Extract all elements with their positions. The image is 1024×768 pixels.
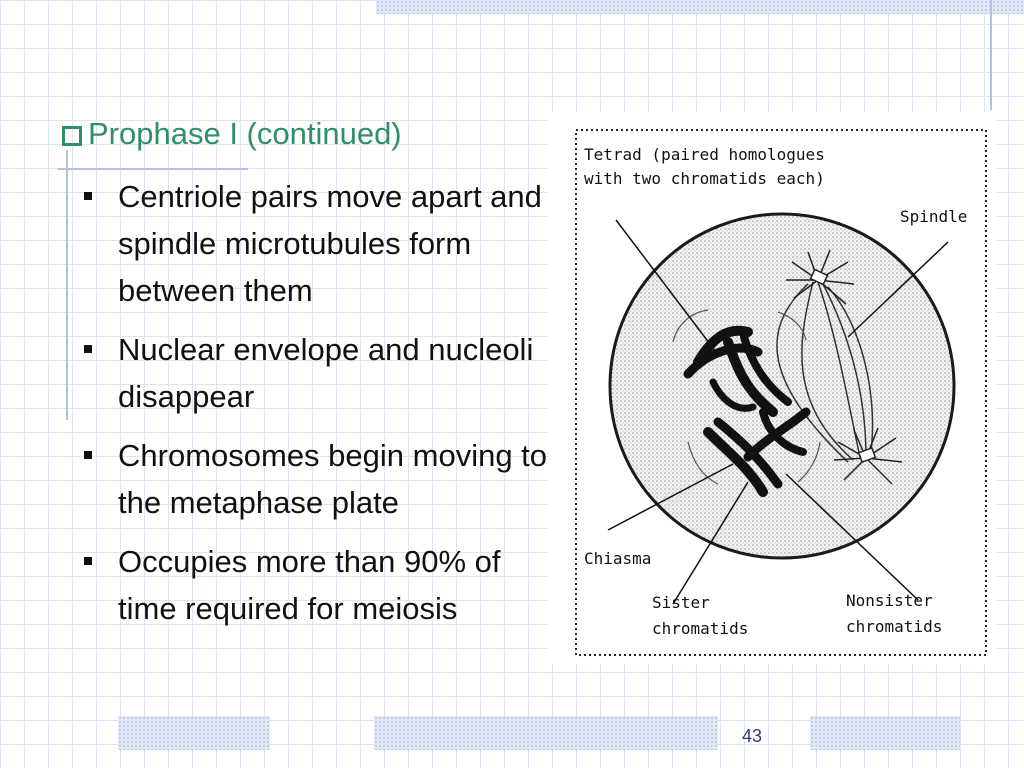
footer-band-right — [810, 716, 960, 750]
top-right-band — [376, 0, 1024, 14]
label-spindle: Spindle — [900, 207, 968, 226]
title-underline — [58, 168, 248, 170]
label-nonsister-line-1: Nonsister — [846, 591, 933, 610]
label-tetrad-line-2: with two chromatids each) — [584, 169, 825, 188]
square-bullet-icon — [84, 451, 92, 459]
checkbox-bullet-icon — [62, 126, 82, 146]
slide-title — [62, 116, 402, 152]
top-right-vertical-line — [990, 0, 992, 110]
bullet-item: Nuclear envelope and nucleoli disappear — [80, 326, 550, 420]
prophase-diagram — [548, 112, 996, 664]
label-nonsister-line-2: chromatids — [846, 617, 943, 636]
label-sister-line-2: chromatids — [652, 619, 749, 638]
bullet-item: Occupies more than 90% of time required for meiosis — [80, 538, 550, 632]
cell-outline — [610, 214, 954, 558]
bullet-item: Chromosomes begin moving to the metaphase plate — [80, 432, 550, 526]
footer-band-middle — [374, 716, 718, 750]
square-bullet-icon — [84, 557, 92, 565]
page-number: 43 — [742, 726, 763, 746]
square-bullet-icon — [84, 192, 92, 200]
square-bullet-icon — [84, 345, 92, 353]
prophase-diagram-svg — [548, 112, 996, 664]
bullet-item: Centriole pairs move apart and spindle microtubules form between them — [80, 173, 550, 314]
bullet-list — [80, 173, 550, 644]
footer-band-left — [118, 716, 270, 750]
label-tetrad-line-1: Tetrad (paired homologues — [584, 145, 825, 164]
label-chiasma: Chiasma — [584, 549, 652, 568]
slide-title-text: Prophase I (continued) — [88, 116, 402, 151]
label-sister-line-1: Sister — [652, 593, 710, 612]
left-vertical-line — [66, 150, 68, 420]
